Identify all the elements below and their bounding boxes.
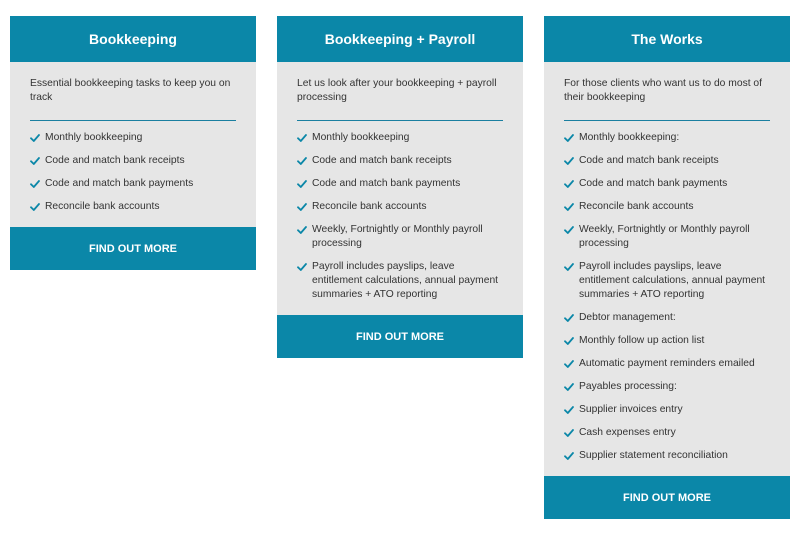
checkmark-icon bbox=[564, 133, 574, 143]
checkmark-icon bbox=[297, 202, 307, 212]
find-out-more-button[interactable]: FIND OUT MORE bbox=[544, 476, 790, 519]
pricing-card-bookkeeping-payroll bbox=[277, 16, 523, 358]
feature-label: Cash expenses entry bbox=[579, 427, 676, 438]
checkmark-icon bbox=[297, 262, 307, 272]
checkmark-icon bbox=[564, 359, 574, 369]
feature-item bbox=[30, 200, 236, 214]
feature-item bbox=[564, 131, 770, 145]
feature-list bbox=[564, 131, 770, 463]
pricing-card-bookkeeping bbox=[10, 16, 256, 270]
feature-label: Monthly bookkeeping bbox=[312, 132, 410, 143]
feature-item bbox=[297, 131, 503, 145]
feature-label: Payroll includes payslips, leave entitlement calculations, annual payment summaries + ATO reporting bbox=[579, 261, 766, 300]
checkmark-icon bbox=[297, 179, 307, 189]
divider bbox=[564, 120, 770, 121]
feature-item bbox=[564, 223, 770, 251]
checkmark-icon bbox=[564, 382, 574, 392]
checkmark-icon bbox=[30, 156, 40, 166]
card-description: Let us look after your bookkeeping + payroll processing bbox=[297, 78, 497, 103]
checkmark-icon bbox=[564, 428, 574, 438]
feature-item bbox=[297, 260, 503, 302]
feature-list bbox=[297, 131, 503, 302]
checkmark-icon bbox=[564, 225, 574, 235]
checkmark-icon bbox=[297, 225, 307, 235]
feature-label: Automatic payment reminders emailed bbox=[579, 358, 755, 369]
feature-item bbox=[564, 154, 770, 168]
card-title: Bookkeeping + Payroll bbox=[277, 16, 523, 62]
divider bbox=[297, 120, 503, 121]
card-body bbox=[10, 62, 256, 227]
feature-item bbox=[297, 177, 503, 191]
checkmark-icon bbox=[564, 405, 574, 415]
checkmark-icon bbox=[564, 156, 574, 166]
feature-label: Reconcile bank accounts bbox=[579, 201, 694, 212]
feature-label: Supplier invoices entry bbox=[579, 404, 683, 415]
checkmark-icon bbox=[297, 156, 307, 166]
card-title: The Works bbox=[544, 16, 790, 62]
feature-list bbox=[30, 131, 236, 214]
feature-label: Reconcile bank accounts bbox=[45, 201, 160, 212]
checkmark-icon bbox=[564, 179, 574, 189]
feature-label: Reconcile bank accounts bbox=[312, 201, 427, 212]
feature-item bbox=[30, 177, 236, 191]
feature-item bbox=[564, 449, 770, 463]
feature-label: Monthly bookkeeping bbox=[45, 132, 143, 143]
feature-item bbox=[564, 403, 770, 417]
feature-item bbox=[564, 426, 770, 440]
checkmark-icon bbox=[564, 313, 574, 323]
checkmark-icon bbox=[564, 262, 574, 272]
feature-item bbox=[297, 223, 503, 251]
feature-label: Code and match bank receipts bbox=[312, 155, 452, 166]
checkmark-icon bbox=[30, 202, 40, 212]
feature-label: Code and match bank payments bbox=[579, 178, 728, 189]
feature-item bbox=[30, 154, 236, 168]
feature-item bbox=[564, 200, 770, 214]
feature-label: Supplier statement reconciliation bbox=[579, 450, 728, 461]
feature-label: Debtor management: bbox=[579, 312, 676, 323]
feature-item bbox=[297, 200, 503, 214]
checkmark-icon bbox=[30, 179, 40, 189]
checkmark-icon bbox=[564, 451, 574, 461]
feature-label: Code and match bank receipts bbox=[579, 155, 719, 166]
checkmark-icon bbox=[297, 133, 307, 143]
feature-label: Payroll includes payslips, leave entitlement calculations, annual payment summaries + ATO reporting bbox=[312, 261, 499, 300]
feature-item bbox=[564, 357, 770, 371]
pricing-card-the-works bbox=[544, 16, 790, 519]
feature-item bbox=[30, 131, 236, 145]
card-description: Essential bookkeeping tasks to keep you on track bbox=[30, 78, 231, 103]
feature-label: Monthly follow up action list bbox=[579, 335, 705, 346]
feature-item bbox=[297, 154, 503, 168]
feature-item bbox=[564, 177, 770, 191]
feature-label: Payables processing: bbox=[579, 381, 677, 392]
card-body bbox=[544, 62, 790, 476]
checkmark-icon bbox=[30, 133, 40, 143]
feature-label: Weekly, Fortnightly or Monthly payroll processing bbox=[579, 224, 750, 249]
checkmark-icon bbox=[564, 336, 574, 346]
feature-item bbox=[564, 380, 770, 394]
feature-label: Monthly bookkeeping: bbox=[579, 132, 680, 143]
feature-label: Code and match bank receipts bbox=[45, 155, 185, 166]
feature-item bbox=[564, 311, 770, 325]
card-description: For those clients who want us to do most of their bookkeeping bbox=[564, 78, 763, 103]
feature-label: Code and match bank payments bbox=[312, 178, 461, 189]
find-out-more-button[interactable]: FIND OUT MORE bbox=[277, 315, 523, 358]
feature-label: Code and match bank payments bbox=[45, 178, 194, 189]
feature-item bbox=[564, 260, 770, 302]
feature-item bbox=[564, 334, 770, 348]
card-title: Bookkeeping bbox=[10, 16, 256, 62]
divider bbox=[30, 120, 236, 121]
feature-label: Weekly, Fortnightly or Monthly payroll processing bbox=[312, 224, 483, 249]
find-out-more-button[interactable]: FIND OUT MORE bbox=[10, 227, 256, 270]
card-body bbox=[277, 62, 523, 315]
checkmark-icon bbox=[564, 202, 574, 212]
